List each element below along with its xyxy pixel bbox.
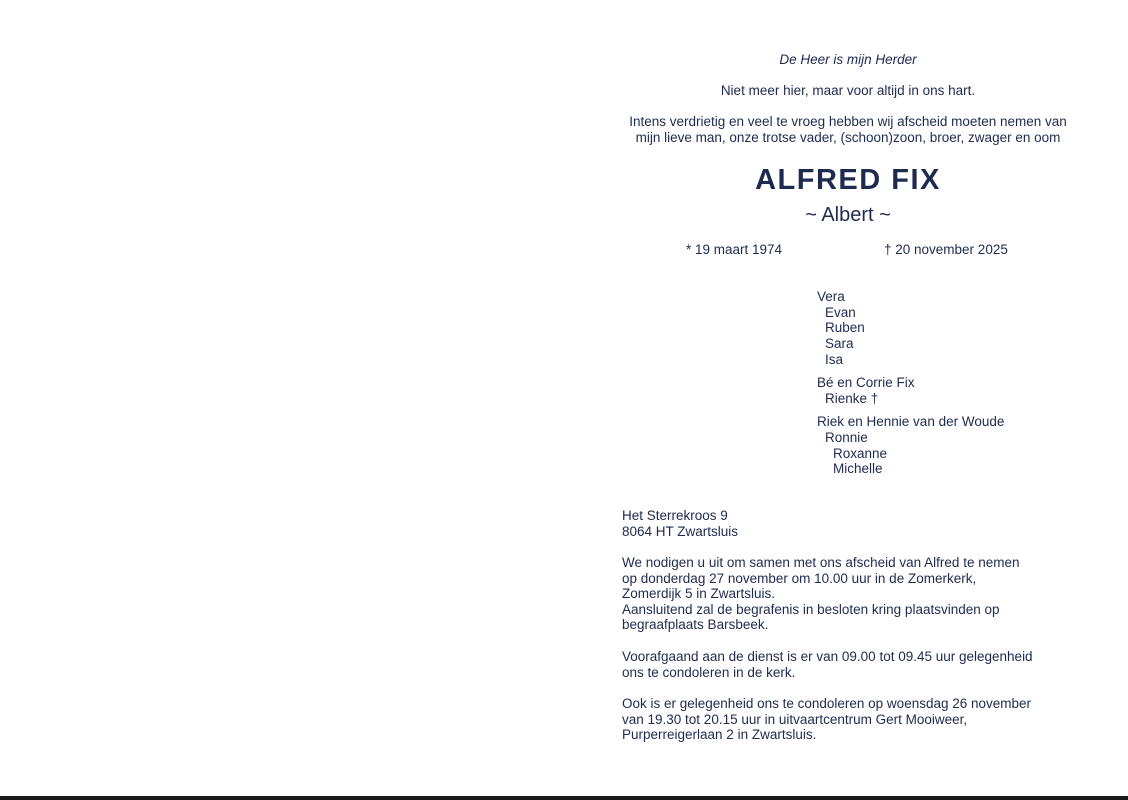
subline: Niet meer hier, maar voor altijd in ons hart. bbox=[720, 83, 976, 98]
intro-text bbox=[608, 114, 1088, 145]
paragraph-line: Aansluitend zal de begrafenis in besloten kring plaatsvinden op bbox=[622, 601, 1000, 617]
intro-line: mijn lieve man, onze trotse vader, (schoon)zoon, broer, zwager en oom bbox=[635, 129, 1061, 145]
family-name: Bé en Corrie Fix bbox=[817, 375, 915, 390]
paragraph-line: Ook is er gelegenheid ons te condoleren op woensdag 26 november bbox=[622, 696, 1032, 711]
family-name: Ronnie bbox=[825, 430, 868, 445]
address-line: 8064 HT Zwartsluis bbox=[622, 523, 739, 539]
paragraph-line: Purperreigerlaan 2 in Zwartsluis. bbox=[622, 727, 817, 743]
paragraph-line: Voorafgaand aan de dienst is er van 09.00 tot 09.45 uur gelegenheid bbox=[622, 649, 1033, 664]
family-name: Ruben bbox=[825, 320, 865, 335]
service-paragraph bbox=[622, 555, 1019, 633]
family-name: Michelle bbox=[833, 461, 883, 476]
paragraph-line: op donderdag 27 november om 10.00 uur in de Zomerkerk, bbox=[622, 570, 977, 586]
condolence-church-paragraph bbox=[622, 649, 1033, 680]
family-name: Riek en Hennie van der Woude bbox=[817, 414, 1005, 429]
intro-line: Intens verdrietig en veel te vroeg hebben wij afscheid moeten nemen van bbox=[629, 114, 1067, 129]
motto: De Heer is mijn Herder bbox=[779, 52, 917, 67]
death-date: † 20 november 2025 bbox=[884, 242, 1008, 257]
family-name: Evan bbox=[825, 305, 856, 320]
paragraph-line: Zomerdijk 5 in Zwartsluis. bbox=[622, 586, 776, 602]
paragraph-line: van 19.30 tot 20.15 uur in uitvaartcentrum Gert Mooiweer, bbox=[622, 711, 968, 727]
birth-date: * 19 maart 1974 bbox=[686, 242, 783, 257]
family-name: Rienke † bbox=[825, 391, 879, 406]
address-line: Het Sterrekroos 9 bbox=[622, 508, 728, 523]
family-name: Sara bbox=[825, 336, 854, 351]
deceased-nickname: ~ Albert ~ bbox=[805, 204, 891, 226]
family-name: Vera bbox=[817, 289, 845, 304]
bottom-divider bbox=[0, 796, 1128, 800]
family-name: Isa bbox=[825, 352, 844, 367]
paragraph-line: begraafplaats Barsbeek. bbox=[622, 617, 769, 633]
address bbox=[622, 508, 738, 539]
paragraph-line: ons te condoleren in de kerk. bbox=[622, 664, 796, 680]
deceased-name: ALFRED FIX bbox=[755, 164, 941, 196]
paragraph-line: We nodigen u uit om samen met ons afscheid van Alfred te nemen bbox=[622, 555, 1020, 570]
family-name: Roxanne bbox=[833, 446, 888, 461]
condolence-center-paragraph bbox=[622, 696, 1031, 743]
